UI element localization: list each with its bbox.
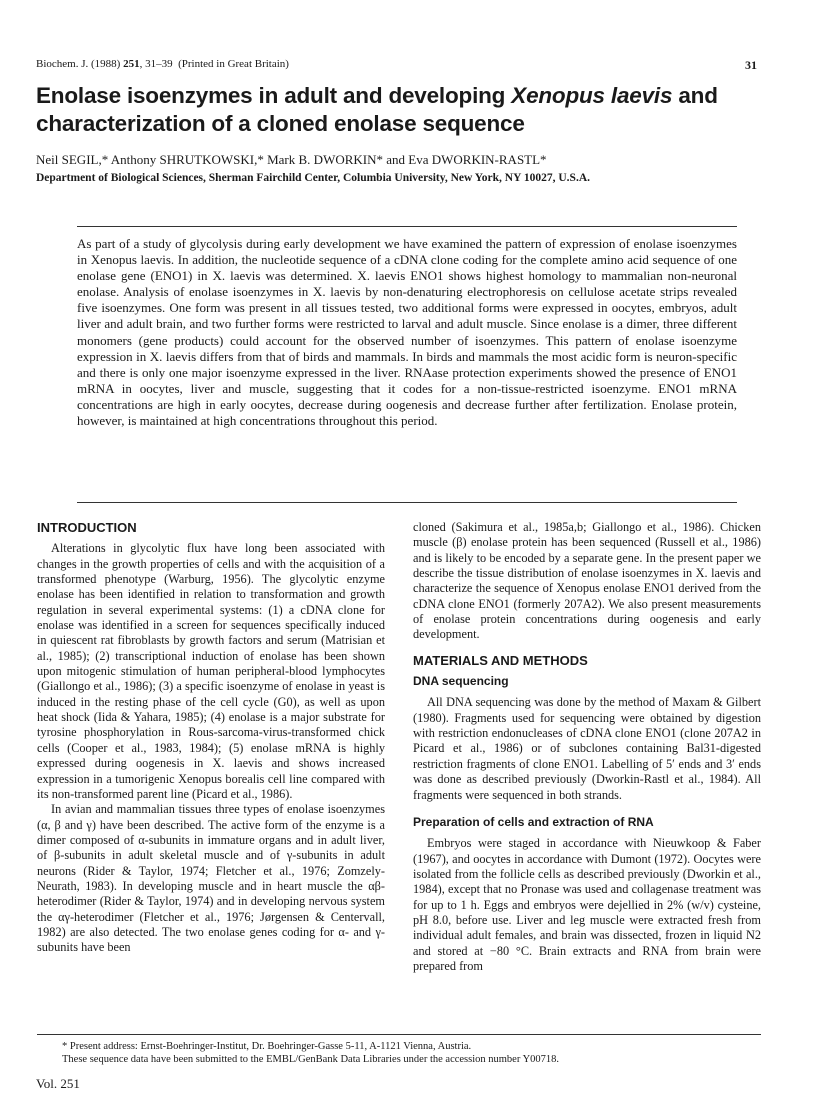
- abstract-rule-top: [77, 226, 737, 227]
- abstract-rule-bottom: [77, 502, 737, 503]
- dna-sequencing-heading: DNA sequencing: [413, 674, 509, 689]
- journal-volume: 251: [123, 58, 140, 70]
- footnote-accession: These sequence data have been submitted to the EMBL/GenBank Data Libraries under the accession number Y00718.: [62, 1054, 560, 1065]
- affiliation: Department of Biological Sciences, Sherman Fairchild Center, Columbia University, New York, NY 10027, U.S.A.: [36, 172, 590, 184]
- page-number: 31: [745, 58, 757, 72]
- abstract: As part of a study of glycolysis during early development we have examined the pattern of expression of enolase isoenzymes in Xenopus laevis. In addition, the nucleotide sequence of a cDNA clone coding for the complete amino acid sequence of one enolase gene (ENO1) in X. laevis was determined. X. laevis ENO1 shows highest homology to mammalian non-neuronal enolase. Analysis of enolase isoenzymes in X. laevis by non-denaturing electrophoresis on cellulose acetate strips revealed five isoenzymes. One form was present in all tissues tested, two additional forms were expressed in oocytes, embryos, adult liver and adult brain, and two further forms were restricted to larval and adult muscle. Since enolase is a dimer, three different monomers (gene products) could account for the observed number of isoenzymes. This pattern of enolase isoenzyme expression in X. laevis differs from that of birds and mammals. In birds and mammals the most acidic form is neuron-specific and there is only one major isoenzyme expressed in the liver. RNAase protection experiments showed the presence of ENO1 mRNA in oocytes, liver and muscle, suggesting that it codes for a non-tissue-restricted isoenzyme. ENO1 mRNA concentrations are high in early oocytes, decrease during oogenesis and decrease further after fertilization. Enolase protein, however, is maintained at high concentrations throughout this period.: [77, 236, 737, 429]
- methods-heading: MATERIALS AND METHODS: [413, 652, 588, 668]
- journal-pages: , 31–39: [139, 58, 173, 70]
- running-header: [36, 58, 289, 70]
- intro-continued: cloned (Sakimura et al., 1985a,b; Giallongo et al., 1986). Chicken muscle (β) enolase protein has been sequenced (Russell et al., 1986) and is likely to be encoded by a separate gene. In the present paper we describe the tissue distribution of enolase isoenzymes in X. laevis and characterize the sequence of Xenopus enolase ENO1 derived from the cDNA clone ENO1 (formerly 207A2). We also present measurements of enolase protein concentrations during oogenesis and early development.: [413, 520, 761, 642]
- journal-name: Biochem. J. (1988): [36, 58, 121, 70]
- footnotes: [62, 1040, 762, 1066]
- right-column: [413, 520, 761, 974]
- volume-footer: Vol. 251: [36, 1076, 80, 1091]
- footnote-rule: [37, 1034, 761, 1035]
- article-title: Enolase isoenzymes in adult and developing Xenopus laevis and characterization of a cloned enolase sequence: [36, 83, 718, 136]
- intro-paragraph-2: In avian and mammalian tissues three types of enolase isoenzymes (α, β and γ) have been described. The active form of the enzyme is a dimer composed of α-subunits in immature organs and in adult liver, of β-subunits in adult skeletal muscle and of γ-subunits in adult neurons (Rider & Taylor, 1974; Fletcher et al., 1976; Zomzely-Neurath, 1983). In developing muscle and in heart muscle the αβ-heterodimer (Rider & Taylor, 1974) and in developing nervous system the αγ-heterodimer (Fletcher et al., 1976; Jørgensen & Centervall, 1982) are also detected. The two enolase genes coding for α- and γ-subunits have been: [37, 802, 385, 955]
- introduction-heading: INTRODUCTION: [37, 520, 137, 535]
- left-column: [37, 520, 385, 956]
- dna-sequencing-text: All DNA sequencing was done by the method of Maxam & Gilbert (1980). Fragments used for sequencing were obtained by digestion with restriction endonucleases of cDNA clone ENO1 (clone 207A2 in Picard et al., 1986) or of subclones containing Bal31-digested restriction fragments of clone ENO1. Labelling of 5′ ends and 3′ ends was done as described previously (Dworkin-Rastl et al., 1984). All fragments were sequenced in both strands.: [413, 695, 761, 802]
- author-list: Neil SEGIL,* Anthony SHRUTKOWSKI,* Mark B. DWORKIN* and Eva DWORKIN-RASTL*: [36, 152, 547, 167]
- preparation-text: Embryos were staged in accordance with Nieuwkoop & Faber (1967), and oocytes in accordance with Dumont (1972). Oocytes were isolated from the follicle cells as described previously (Dworkin et al., 1984), except that no Pronase was used and collagenase treatment was for up to 1 h. Eggs and embryos were dejellied in 2% (w/v) cysteine, pH 8.0, before use. Liver and leg muscle were extracted fresh from individual adult females, and brain was dissected, frozen in liquid N2 and stored at −80 °C. Brain extracts and RNA from brain were prepared from: [413, 836, 761, 973]
- printed-note: (Printed in Great Britain): [178, 58, 289, 70]
- preparation-heading: Preparation of cells and extraction of RNA: [413, 814, 654, 829]
- species-name: Xenopus laevis: [511, 83, 673, 108]
- intro-paragraph-1: Alterations in glycolytic flux have long been associated with changes in the growth properties of cells and with the acquisition of a transformed phenotype (Warburg, 1956). The glycolytic enzyme enolase has been identified in relation to transformation and growth regulation in several experimental systems: (1) a cDNA clone for enolase was identified in a screen for sequences specifically induced in quiescent rat fibroblasts by growth factors and serum (Matrisian et al., 1985); (2) transcriptional induction of enolase has been shown upon mitogenic stimulation of human peripheral-blood lymphocytes (Giallongo et al., 1986); (3) a specific isoenzyme of enolase in yeast is induced in the resting phase of the cell cycle (G0), as well as upon heat shock (Iida & Yahara, 1985); (4) enolase is a major substrate for tyrosine phosphorylation in Rous-sarcoma-virus-transformed chick cells (Cooper et al., 1983, 1984); (5) enolase mRNA is highly expressed during oogenesis in X. laevis and shows increased expression in a tumorigenic Xenopus borealis cell line compared with its non-transformed parent line (Picard et al., 1986).: [37, 541, 385, 801]
- footnote-present-address: * Present address: Ernst-Boehringer-Institut, Dr. Boehringer-Gasse 5-11, A-1121 Vienna, Austria.: [62, 1041, 472, 1052]
